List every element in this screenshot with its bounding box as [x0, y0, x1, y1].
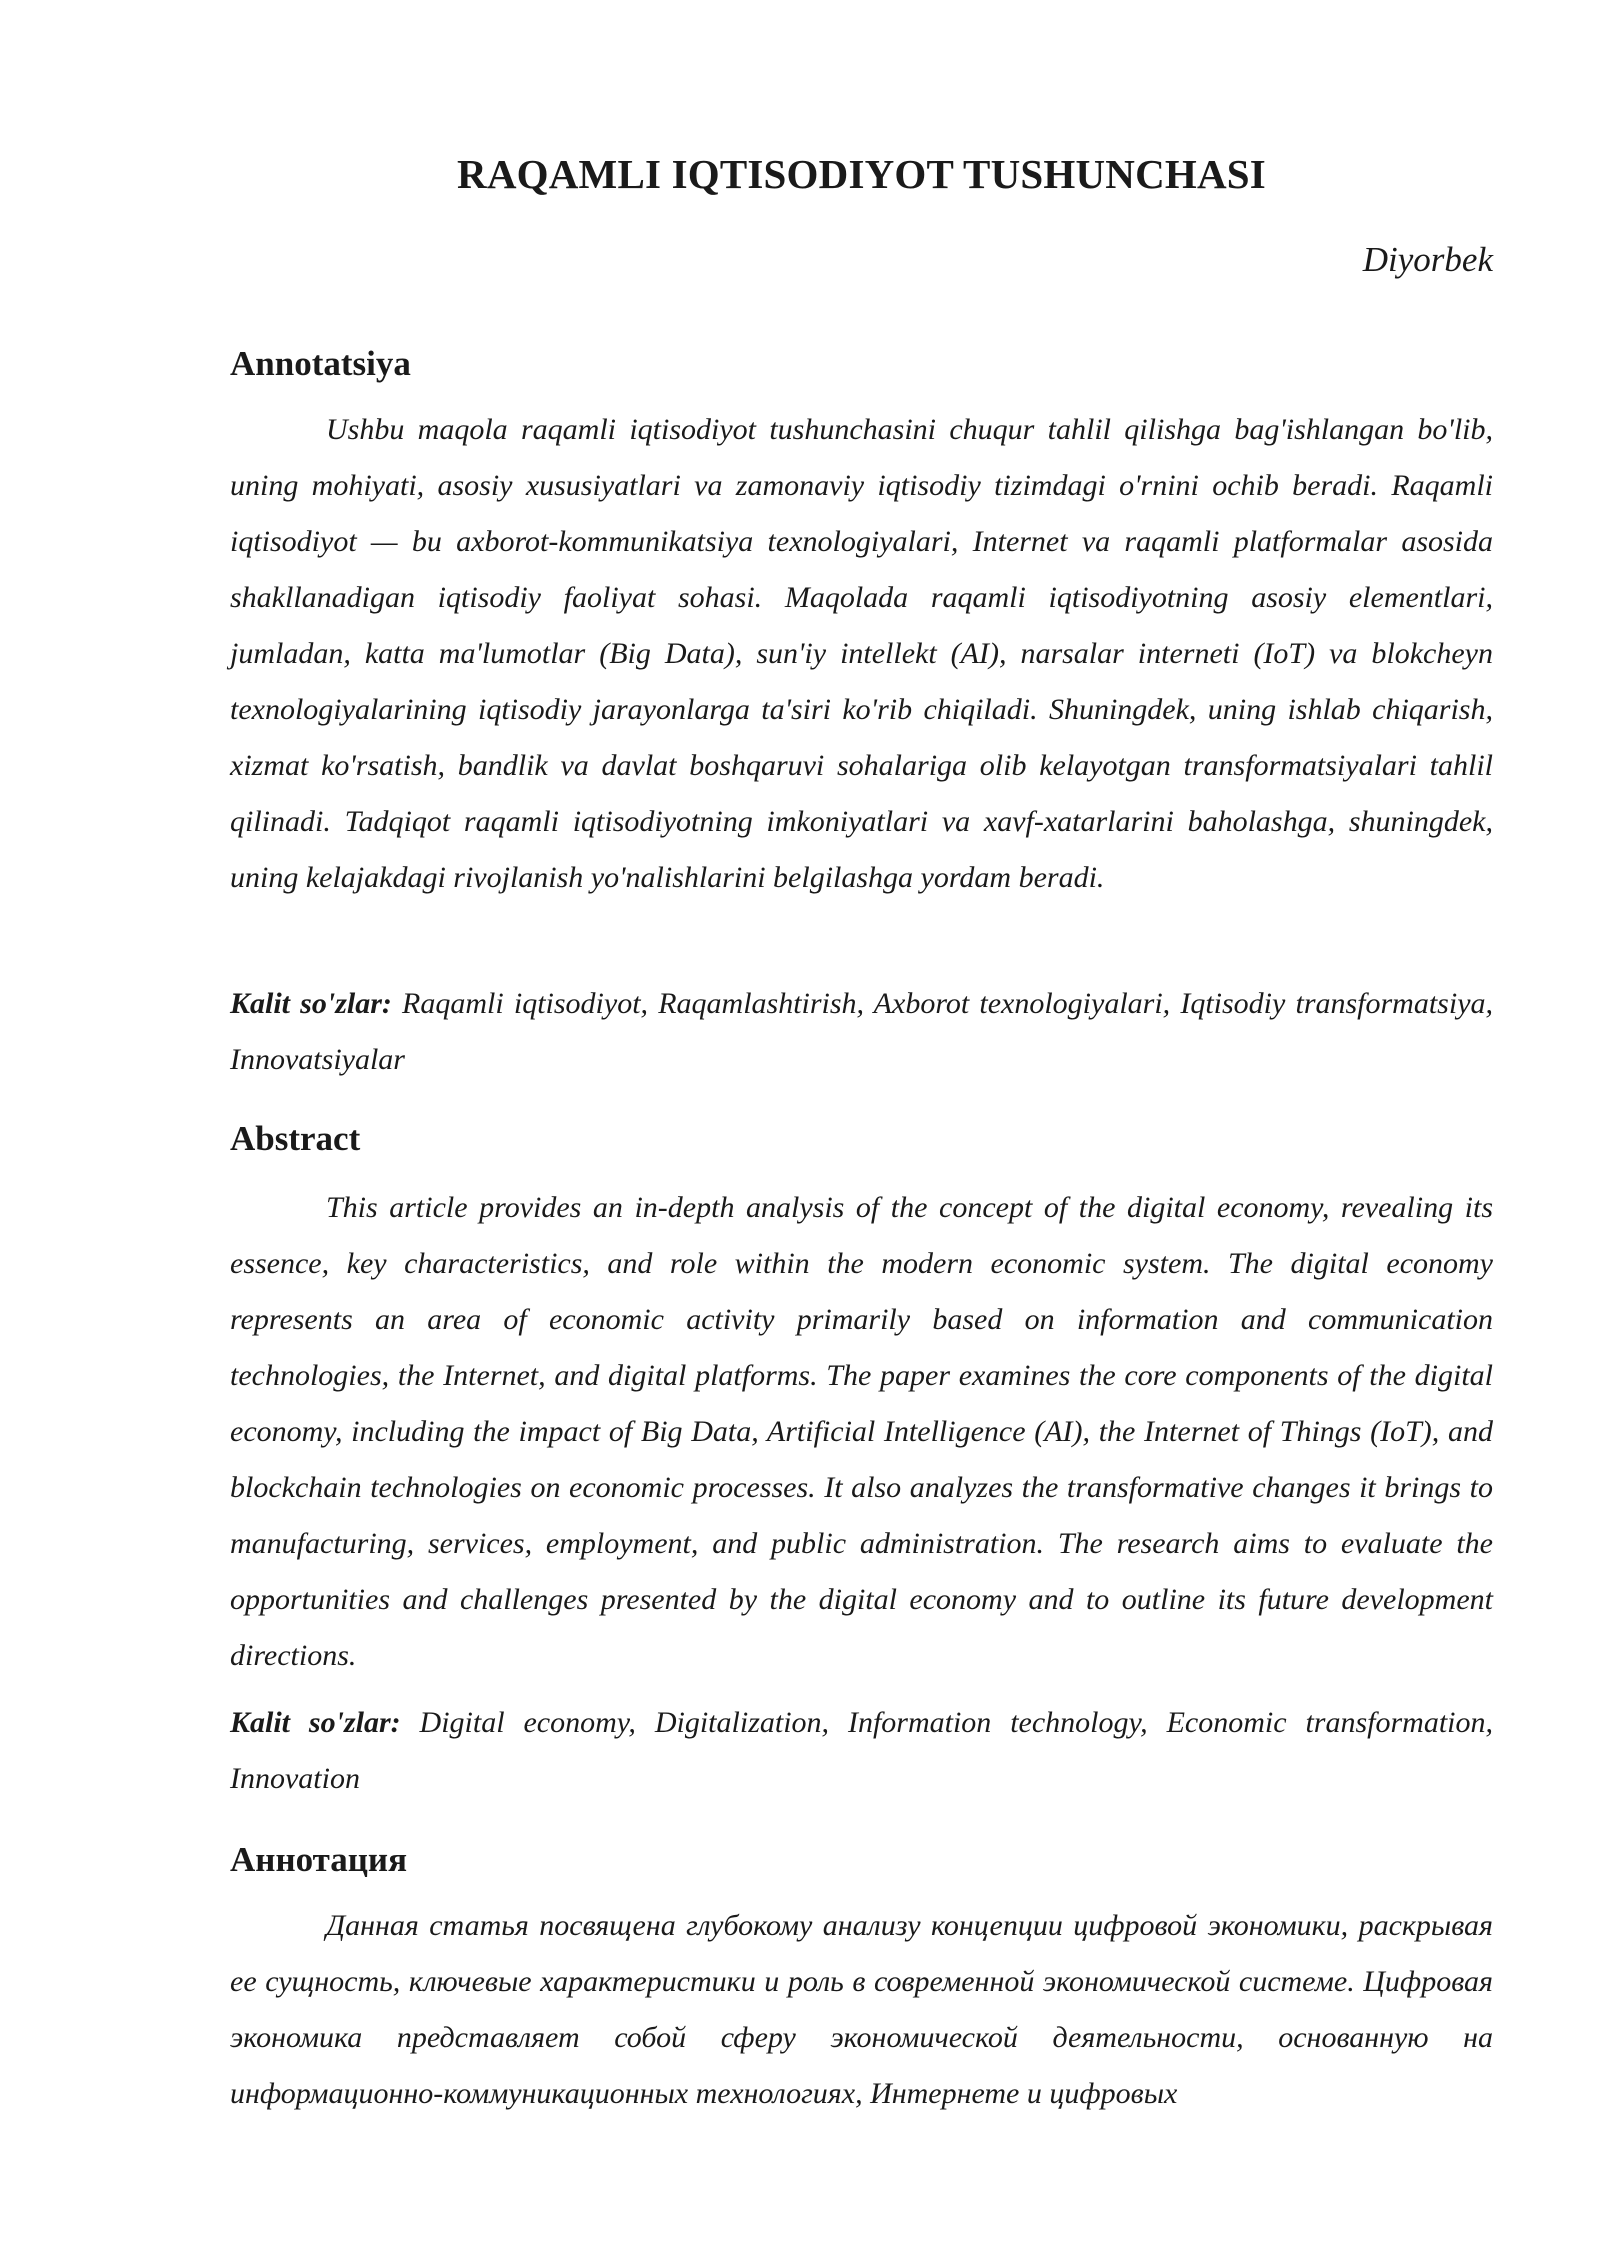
abstract-heading: Abstract — [230, 1119, 361, 1158]
annotatsiya-ru-heading: Аннотация — [230, 1840, 408, 1879]
annotatsiya-body: Ushbu maqola raqamli iqtisodiyot tushunchasini chuqur tahlil qilishga bag'ishlangan bo'lib, uning mohiyati, asosiy xususiyatlari va zamonaviy iqtisodiy tizimdagi o'rnini ochib beradi. Raqamli iqtisodiyot — bu axborot-kommunikatsiya texnologiyalari, Internet va raqamli platformalar asosida shakllanadigan iqtisodiy faoliyat sohasi. Maqolada raqamli iqtisodiyotning asosiy elementlari, jumladan, katta ma'lumotlar (Big Data), sun'iy intellekt (AI), narsalar interneti (IoT) va blokcheyn texnologiyalarining iqtisodiy jarayonlarga ta'siri ko'rib chiqiladi. Shuningdek, uning ishlab chiqarish, xizmat ko'rsatish, bandlik va davlat boshqaruvi sohalariga olib kelayotgan transformatsiyalari tahlil qilinadi. Tadqiqot raqamli iqtisodiyotning imkoniyatlari va xavf-xatarlarini baholashga, shuningdek, uning kelajakdagi rivojlanish yo'nalishlarini belgilashga yordam beradi. — [230, 413, 1493, 894]
annotatsiya-ru-body: Данная статья посвящена глубокому анализу концепции цифровой экономики, раскрывая ее сущность, ключевые характеристики и роль в современной экономической системе. Цифровая экономика представляет собой сферу экономической деятельности, основанную на информационно-коммуникационных технологиях, Интернете и цифровых — [230, 1909, 1493, 2110]
abstract-keywords — [230, 1695, 1493, 1807]
keywords-label: Kalit so'zlar: — [230, 1706, 401, 1739]
keywords-label: Kalit so'zlar: — [230, 987, 392, 1020]
author-name: Diyorbek — [1362, 240, 1493, 279]
abstract-body: This article provides an in-depth analysis of the concept of the digital economy, revealing its essence, key characteristics, and role within the modern economic system. The digital economy represents an area of economic activity primarily based on information and communication technologies, the Internet, and digital platforms. The paper examines the core components of the digital economy, including the impact of Big Data, Artificial Intelligence (AI), the Internet of Things (IoT), and blockchain technologies on economic processes. It also analyzes the transformative changes it brings to manufacturing, services, employment, and public administration. The research aims to evaluate the opportunities and challenges presented by the digital economy and to outline its future development directions. — [230, 1191, 1493, 1672]
annotatsiya-keywords — [230, 976, 1493, 1088]
keywords-list: Raqamli iqtisodiyot, Raqamlashtirish, Axborot texnologiyalari, Iqtisodiy transformatsiya, Innovatsiyalar — [230, 987, 1494, 1076]
annotatsiya-heading: Annotatsiya — [230, 344, 411, 383]
keywords-list: Digital economy, Digitalization, Information technology, Economic transformation, Innovation — [230, 1706, 1493, 1795]
paper-title: RAQAMLI IQTISODIYOT TUSHUNCHASI — [457, 151, 1266, 197]
